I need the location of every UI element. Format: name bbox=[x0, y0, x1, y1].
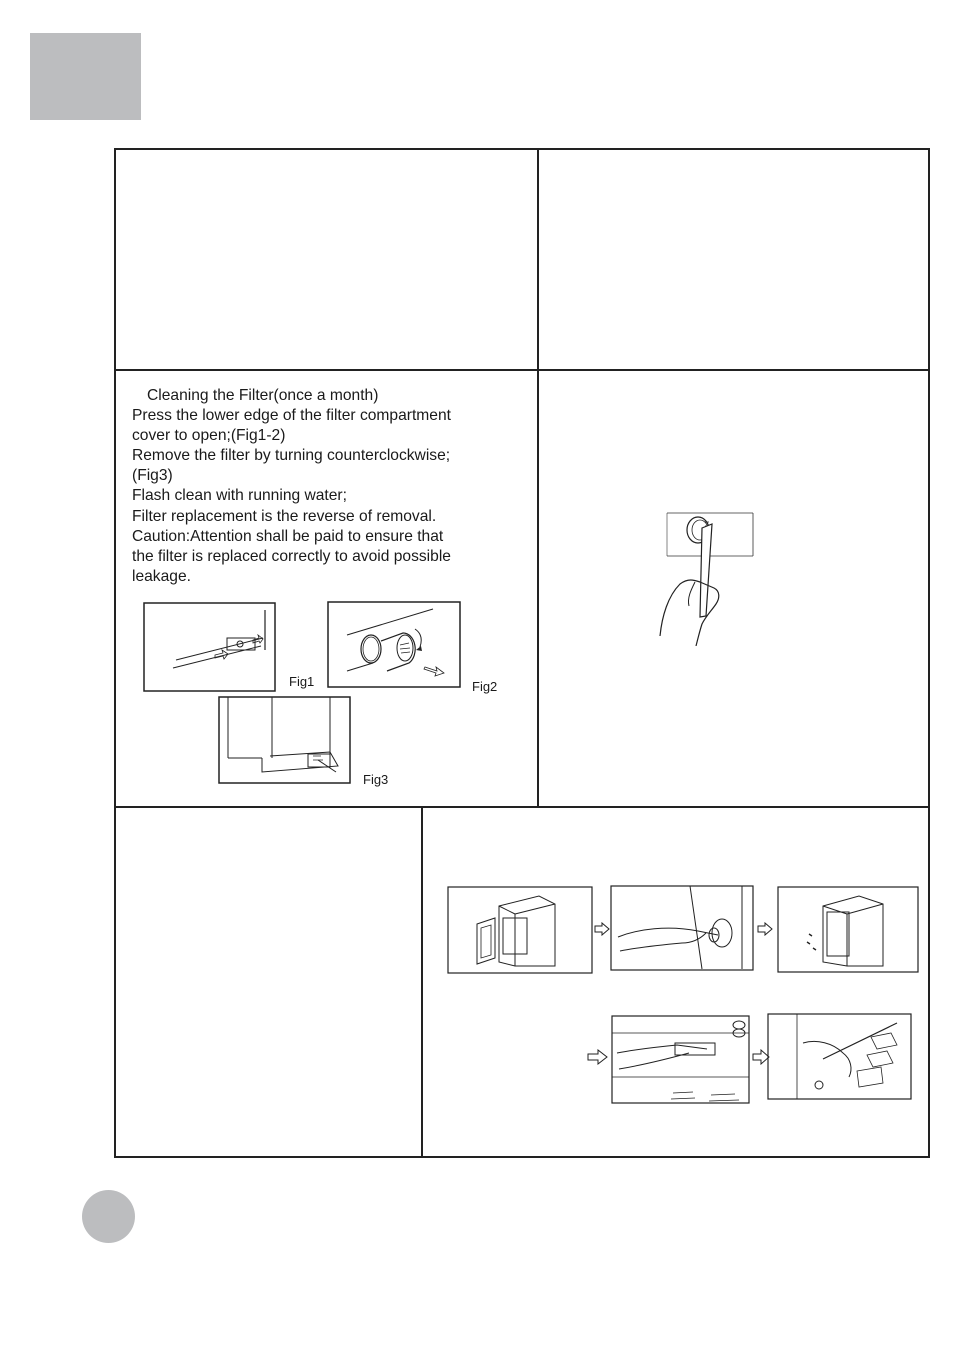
arrow-right-icon bbox=[594, 922, 610, 936]
fig1-filter-cover-illustration bbox=[143, 602, 277, 693]
step4-clean-pipe-illustration bbox=[611, 1015, 751, 1104]
filter-cleaning-instructions bbox=[132, 386, 512, 587]
step-line: Filter replacement is the reverse of removal. bbox=[132, 507, 437, 525]
step-line: (Fig3) bbox=[132, 467, 173, 485]
step-line: leakage. bbox=[132, 567, 191, 585]
step-line: Flash clean with running water; bbox=[132, 487, 347, 505]
fig3-label: Fig3 bbox=[363, 772, 389, 787]
step-line: Press the lower edge of the filter compartment bbox=[132, 407, 451, 425]
page-number-dot bbox=[82, 1190, 135, 1243]
step2-remove-filter-illustration bbox=[610, 885, 755, 971]
arrow-right-icon bbox=[757, 922, 773, 936]
step-line: Remove the filter by turning counterclockwise; bbox=[132, 447, 451, 465]
arrow-right-icon bbox=[587, 1049, 609, 1065]
table-divider-row1 bbox=[114, 369, 930, 371]
table-divider-vertical-bottom bbox=[421, 806, 423, 1158]
fig2-filter-turning-illustration bbox=[327, 601, 462, 689]
step-line: cover to open;(Fig1-2) bbox=[132, 427, 286, 445]
corner-tab-decoration bbox=[30, 33, 141, 120]
step-line: the filter is replaced correctly to avoid possible bbox=[132, 547, 451, 565]
hand-cleaning-tool-illustration bbox=[655, 508, 755, 646]
fig3-filter-compartment-illustration bbox=[218, 696, 352, 785]
step-line: Caution:Attention shall be paid to ensure that bbox=[132, 527, 444, 545]
fig2-label: Fig2 bbox=[472, 679, 498, 694]
fig1-label: Fig1 bbox=[289, 674, 315, 689]
step5-reinstall-filter-illustration bbox=[767, 1013, 912, 1100]
step3-drain-water-illustration bbox=[777, 886, 919, 973]
section-title: Cleaning the Filter(once a month) bbox=[147, 387, 379, 404]
step1-open-door-illustration bbox=[447, 886, 594, 975]
table-divider-vertical-top bbox=[537, 148, 539, 807]
table-divider-row2 bbox=[114, 806, 930, 808]
